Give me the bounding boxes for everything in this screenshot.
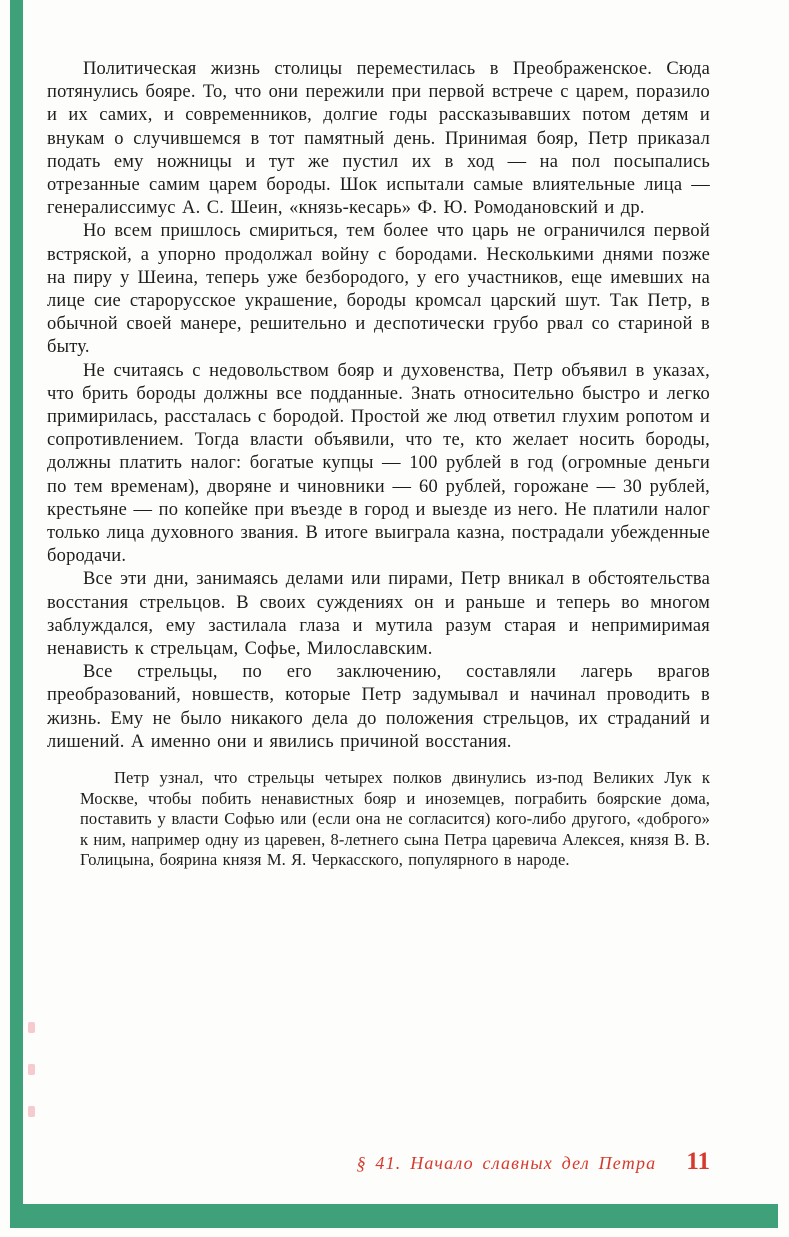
scan-artifact-mark xyxy=(28,1106,35,1117)
book-edge-left xyxy=(10,0,23,1228)
paragraph: Но всем пришлось смириться, тем более что царь не ограничился первой встряской, а упорно продолжал войну с бородами. Несколькими днями позже на пиру у Шеина, теперь уже безбородого, у его участников, еще имевших на лице сие старорусское украшение, бороды кромсал царский шут. Так Петр, в обычной своей манере, решительно и деспотически грубо рвал со стариной в быту. xyxy=(47,221,710,358)
paragraph: Все эти дни, занимаясь делами или пирами, Петр вникал в обстоятельства восстания стрельцов. В своих суждениях он и раньше и теперь во многом заблуждался, ему застилала глаза и мутила разум старая и непримиримая ненависть к стрельцам, Софье, Милославским. xyxy=(47,569,710,660)
paragraph: Политическая жизнь столицы переместилась в Преображенское. Сюда потянулись бояре. То, что они пережили при первой встрече с царем, поразило и их самих, и современников, долгие годы рассказывавших потом детям и внукам о случившемся в тот памятный день. Принимая бояр, Петр приказал подать ему ножницы и тут же пустил их в ход — на пол посыпались отрезанные самим царем бороды. Шок испытали самые влиятельные лица — генералиссимус А. С. Шеин, «князь-кесарь» Ф. Ю. Ромодановский и др. xyxy=(47,59,710,219)
paragraph: Все стрельцы, по его заключению, составляли лагерь врагов преобразований, новшеств, которые Петр задумывал и начинал проводить в жизнь. Ему не было никакого дела до положения стрельцов, их страданий и лишений. А именно они и явились причиной восстания. xyxy=(47,662,710,752)
book-edge-bottom xyxy=(10,1204,778,1228)
scan-artifact-mark xyxy=(28,1022,35,1033)
page-number: 11 xyxy=(686,1148,710,1175)
petit-paragraph: Петр узнал, что стрельцы четырех полков двинулись из-под Великих Лук к Москве, чтобы побить ненавистных бояр и иноземцев, пограбить боярские дома, поставить у власти Софью или (если она не согласится) кого-либо другого, «доброго» к ним, например одну из царевен, 8-летнего сына Петра царевича Алексея, князя В. В. Голицына, боярина князя М. Я. Черкасского, популярного в народе. xyxy=(80,768,710,870)
section-heading: § 41. Начало славных дел Петра xyxy=(356,1153,657,1173)
page-body-text xyxy=(47,58,710,871)
paragraph: Не считаясь с недовольством бояр и духовенства, Петр объявил в указах, что брить бороды должны все подданные. Знать относительно быстро и легко примирилась, рассталась с бородой. Простой же люд ответил глухим ропотом и сопротивлением. Тогда власти объявили, что те, кто желает носить бороды, должны платить налог: богатые купцы — 100 рублей в год (огромные деньги по тем временам), дворяне и чиновники — 60 рублей, горожане — 30 рублей, крестьяне — по копейке при въезде в город и выезде из него. Не платили налог только лица духовного звания. В итоге выиграла казна, пострадали убежденные бородачи. xyxy=(47,360,710,567)
page-footer xyxy=(357,1148,711,1176)
scan-artifact-mark xyxy=(28,1064,35,1075)
